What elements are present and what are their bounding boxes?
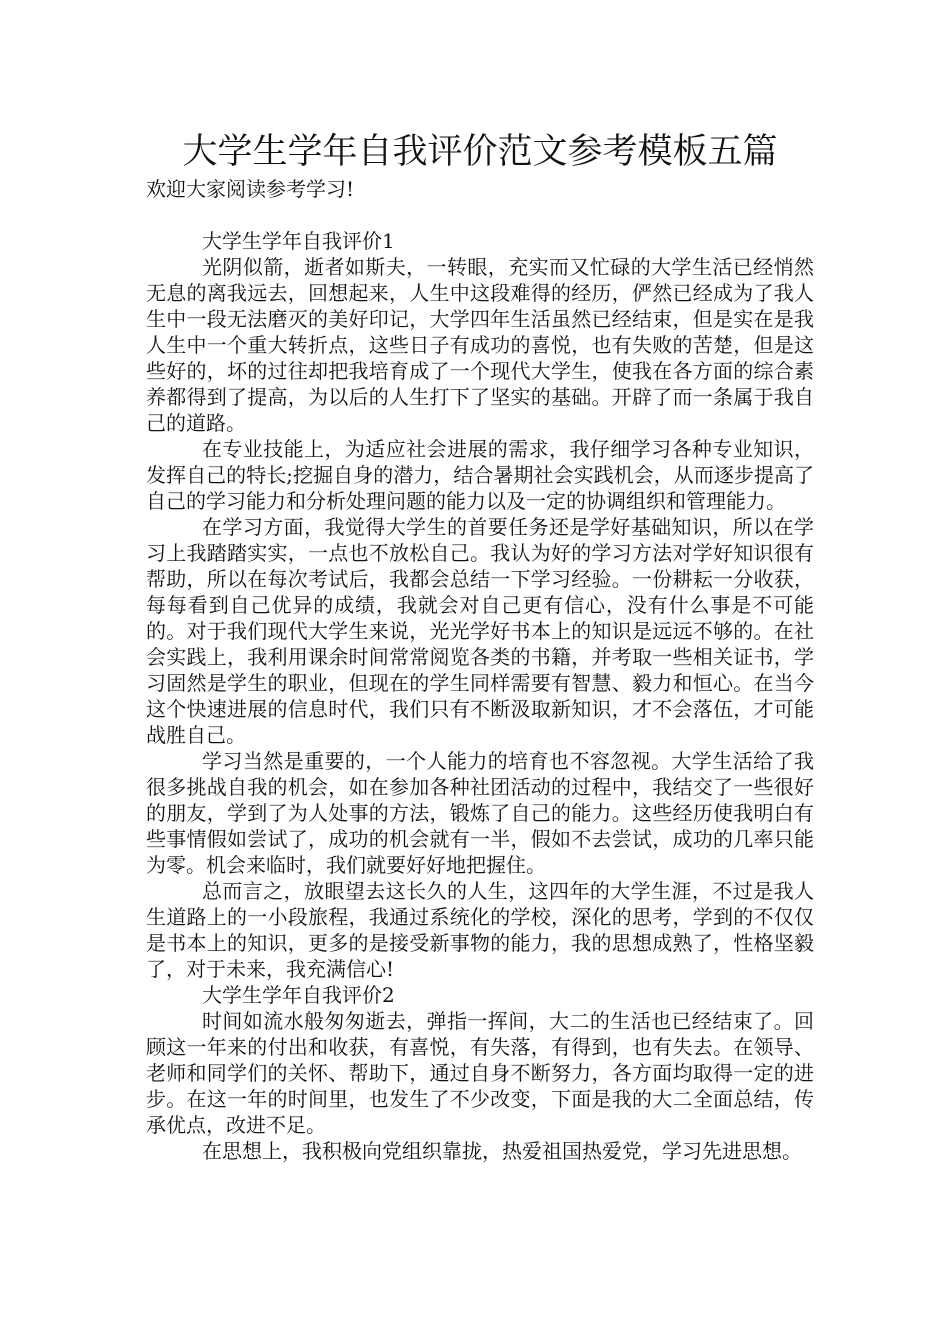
section-1 xyxy=(146,228,814,982)
paragraph: 光阴似箭，逝者如斯夫，一转眼，充实而又忙碌的大学生活已经悄然无息的离我远去，回想起来，人生中这段难得的经历，俨然已经成为了我人生中一段无法磨灭的美好印记，大学四年生活虽然已经结束，但是实在是我人生中一个重大转折点，这些日子有成功的喜悦，也有失败的苦楚，但是这些好的，坏的过往却把我培育成了一个现代大学生，使我在各方面的综合素养都得到了提高，为以后的人生打下了坚实的基础。开辟了而一条属于我自己的道路。 xyxy=(146,255,814,435)
paragraph: 学习当然是重要的，一个人能力的培育也不容忽视。大学生活给了我很多挑战自我的机会，如在参加各种社团活动的过程中，我结交了一些很好的朋友，学到了为人处事的方法，锻炼了自己的能力。这些经历使我明白有些事情假如尝试了，成功的机会就有一半，假如不去尝试，成功的几率只能为零。机会来临时，我们就要好好地把握住。 xyxy=(146,749,814,877)
spacer xyxy=(146,202,814,228)
section-heading: 大学生学年自我评价2 xyxy=(202,983,395,1007)
paragraph: 在思想上，我积极向党组织靠拢，热爱祖国热爱党，学习先进思想。 xyxy=(202,1139,802,1163)
section-heading: 大学生学年自我评价1 xyxy=(202,229,395,253)
section-2 xyxy=(146,982,814,1164)
paragraph: 总而言之，放眼望去这长久的人生，这四年的大学生涯，不过是我人生道路上的一小段旅程，我通过系统化的学校，深化的思考，学到的不仅仅是书本上的知识，更多的是接受新事物的能力，我的思想成熟了，性格坚毅了，对于未来，我充满信心! xyxy=(146,879,814,981)
paragraph: 在专业技能上，为适应社会进展的需求，我仔细学习各种专业知识，发挥自己的特长;挖掘自身的潜力，结合暑期社会实践机会，从而逐步提高了自己的学习能力和分析处理问题的能力以及一定的协调组织和管理能力。 xyxy=(146,437,814,513)
document-page xyxy=(146,128,814,1164)
paragraph: 在学习方面，我觉得大学生的首要任务还是学好基础知识，所以在学习上我踏踏实实，一点也不放松自己。我认为好的学习方法对学好知识很有帮助，所以在每次考试后，我都会总结一下学习经验。一份耕耘一分收获，每每看到自己优异的成绩，我就会对自己更有信心，没有什么事是不可能的。对于我们现代大学生来说，光光学好书本上的知识是远远不够的。在社会实践上，我利用课余时间常常阅览各类的书籍，并考取一些相关证书，学习固然是学生的职业，但现在的学生同样需要有智慧、毅力和恒心。在当今这个快速进展的信息时代，我们只有不断汲取新知识，才不会落伍，才可能战胜自己。 xyxy=(146,515,814,747)
intro-text: 欢迎大家阅读参考学习! xyxy=(146,177,355,201)
document-title: 大学生学年自我评价范文参考模板五篇 xyxy=(182,132,778,172)
paragraph: 时间如流水般匆匆逝去，弹指一挥间，大二的生活也已经结束了。回顾这一年来的付出和收获，有喜悦，有失落，有得到，也有失去。在领导、老师和同学们的关怀、帮助下，通过自身不断努力，各方面均取得一定的进步。在这一年的时间里，也发生了不少改变，下面是我的大二全面总结，传承优点，改进不足。 xyxy=(146,1009,814,1137)
